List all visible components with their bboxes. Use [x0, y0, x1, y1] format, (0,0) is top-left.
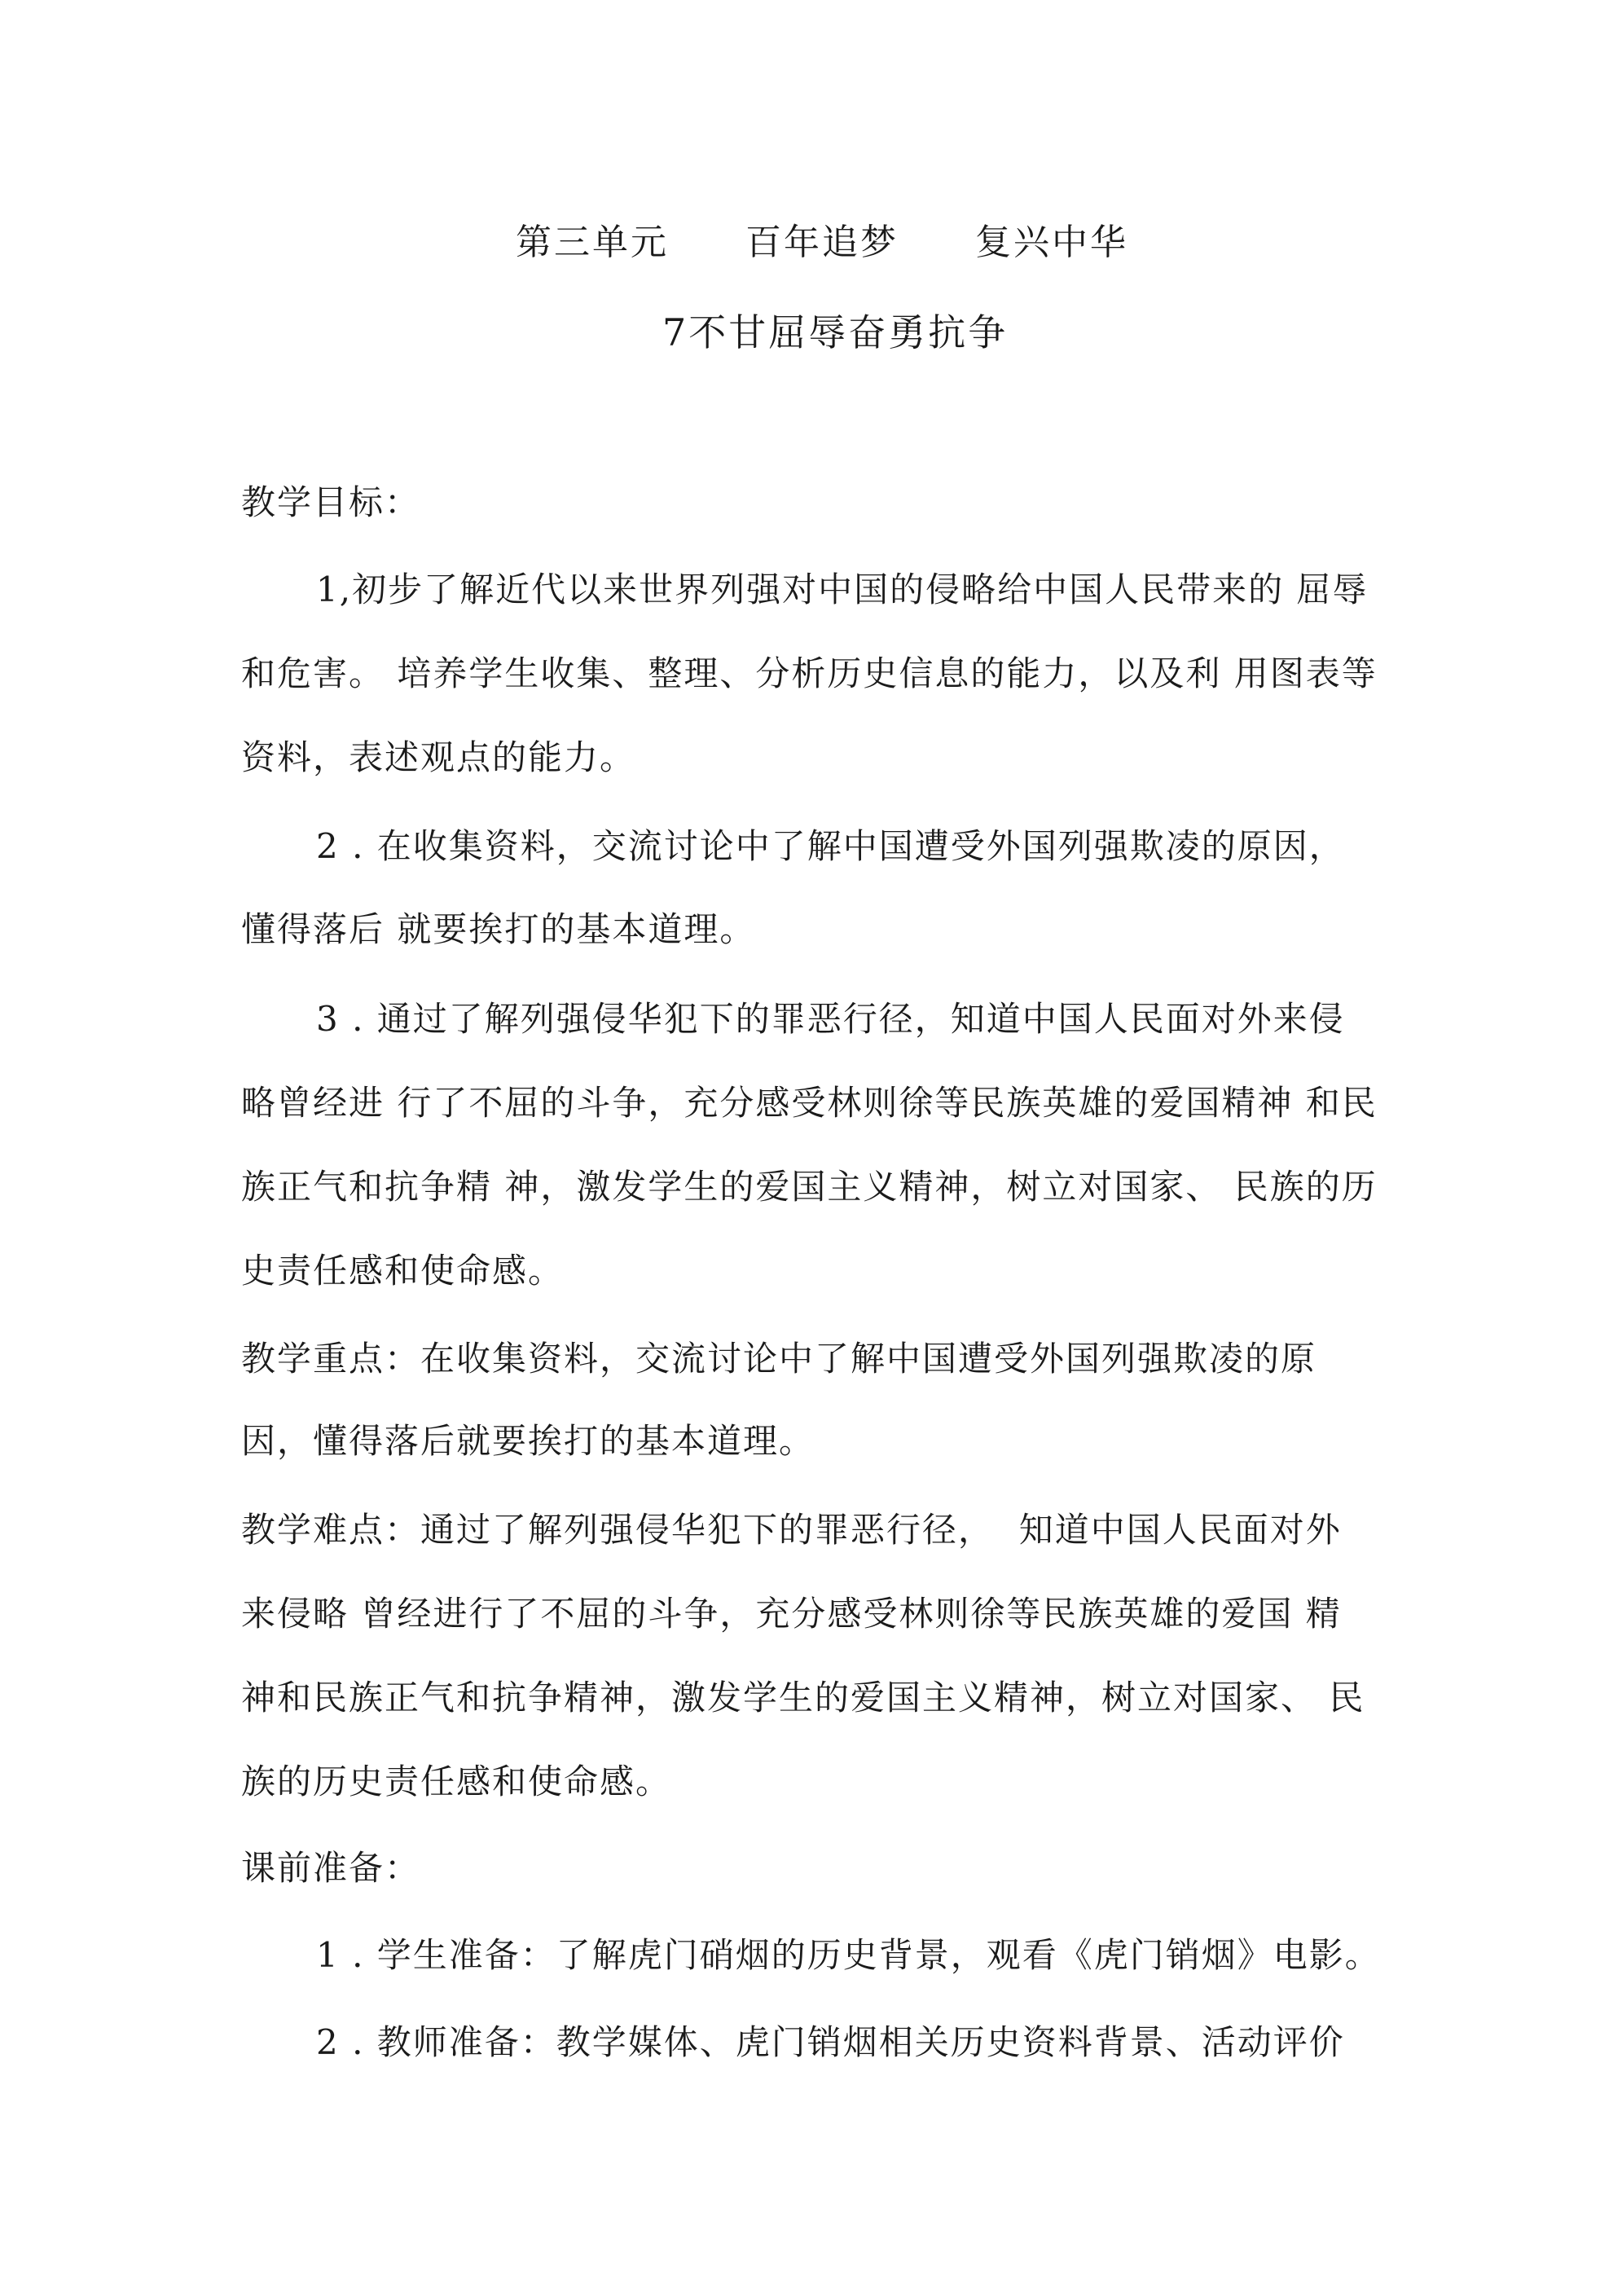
objective-1-line-1: 1,初步了解近代以来世界列强对中国的侵略给中国人民带来的 屈辱: [316, 570, 1369, 609]
objective-2-line-1: 2 . 在收集资料，交流讨论中了解中国遭受外国列强欺凌的原因，: [316, 826, 1345, 866]
key-point-line-1: 教学重点：在收集资料，交流讨论中了解中国遭受外国列强欺凌的原: [241, 1339, 1317, 1379]
objective-3-line-3: 族正气和抗争精 神，激发学生的爱国主义精神，树立对国家、 民族的历: [241, 1167, 1378, 1207]
objective-3-line-1: 3 . 通过了解列强侵华犯下的罪恶行径，知道中国人民面对外来侵: [316, 999, 1345, 1039]
objective-3-line-4: 史责任感和使命感。: [241, 1251, 565, 1291]
preparation-heading: 课前准备：: [241, 1848, 421, 1888]
objective-1-line-2: 和危害。 培养学生收集、整理、分析历史信息的能力，以及利 用图表等: [241, 653, 1378, 693]
lesson-title: 7不甘屈辱奋勇抗争: [662, 310, 1009, 354]
objective-2-line-2: 懂得落后 就要挨打的基本道理。: [241, 909, 756, 949]
preparation-item-1: 1 . 学生准备：了解虎门硝烟的历史背景，观看《虎门销烟》电影。: [316, 1935, 1381, 1975]
objectives-heading: 教学目标：: [241, 482, 421, 522]
preparation-item-2: 2 . 教师准备：教学媒体、虎门销烟相关历史资料背景、活动评价: [316, 2022, 1345, 2062]
difficulty-line-1: 教学难点：通过了解列强侵华犯下的罪恶行径， 知道中国人民面对外: [241, 1510, 1342, 1550]
unit-title: 第三单元 百年追梦 复兴中华: [516, 222, 1128, 263]
difficulty-line-3: 神和民族正气和抗争精神，激发学生的爱国主义精神，树立对国家、 民: [241, 1678, 1365, 1718]
key-point-line-2: 因，懂得落后就要挨打的基本道理。: [241, 1421, 815, 1461]
objective-3-line-2: 略曾经进 行了不屈的斗争，充分感受林则徐等民族英雄的爱国精神 和民: [241, 1083, 1378, 1123]
difficulty-line-4: 族的历史责任感和使命感。: [241, 1762, 672, 1801]
difficulty-line-2: 来侵略 曾经进行了不屈的斗争，充分感受林则徐等民族英雄的爱国 精: [241, 1594, 1342, 1634]
objective-1-line-3: 资料，表述观点的能力。: [241, 737, 636, 777]
